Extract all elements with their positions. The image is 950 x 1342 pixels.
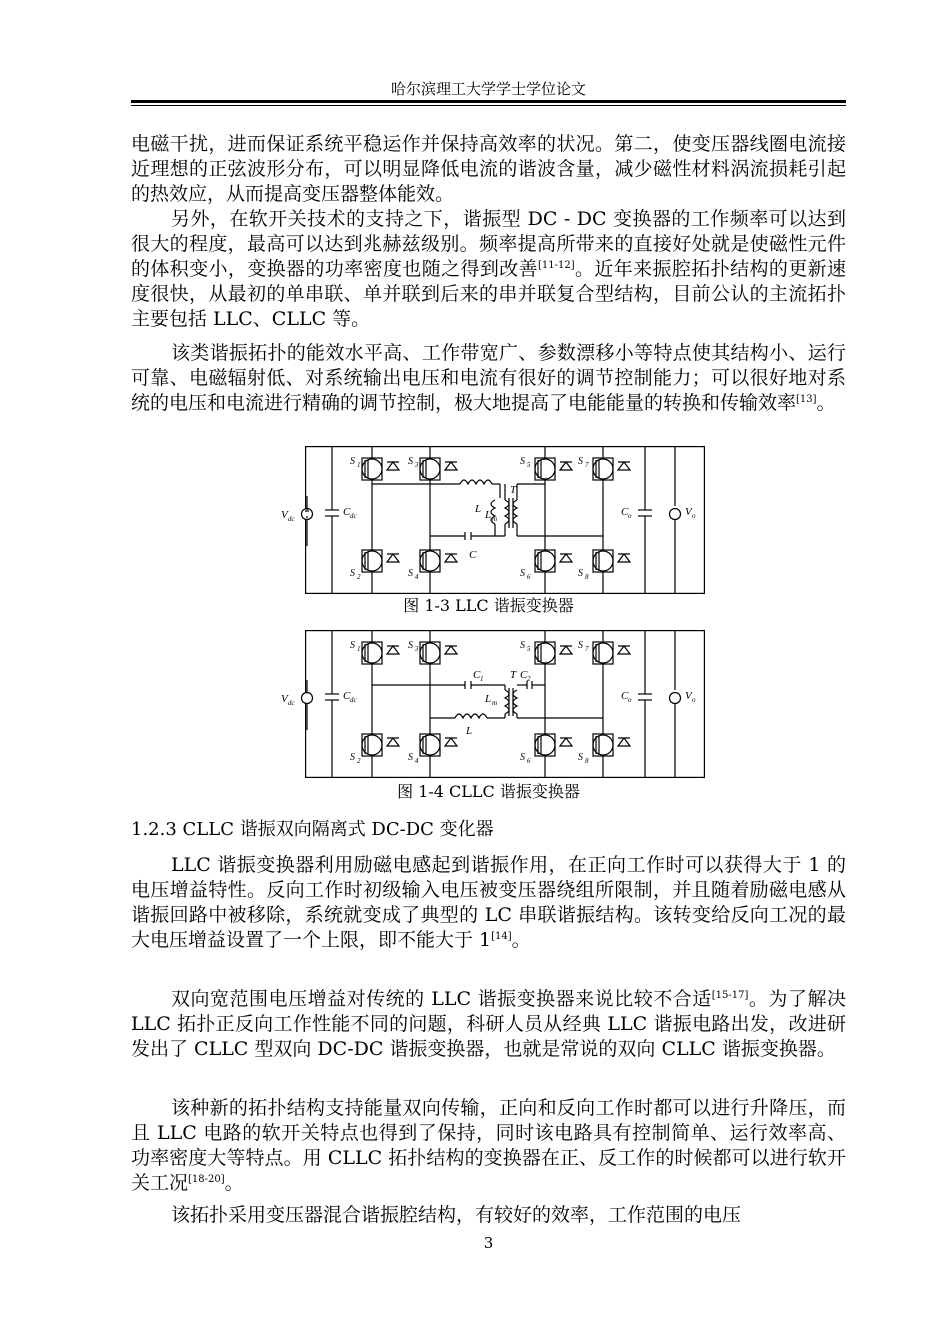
switch-label-s8-sub: 8 [585,757,589,765]
paragraph-4 [131,853,846,953]
paragraph-6-text-b: 。 [224,1172,244,1194]
label-vo: V [685,506,692,518]
label-vdc-sub-2: dc [288,699,295,707]
switch-label-s1: S [350,456,355,467]
citation-15-17: [15-17] [711,990,749,1001]
label-vdc: V [281,509,288,521]
switch-label-s2: S [350,752,355,763]
label-cdc-sub-2: dc [350,696,357,704]
paragraph-1: 电磁干扰，进而保证系统平稳运作并保持高效率的状况。第二，使变压器线圈电流接近理想的正弦波形分布，可以明显降低电流的谐波含量，减少磁性材料涡流损耗引起的热效应，从而提高变压器整体能效。 [131,133,846,205]
label-vdc-2: V [281,693,288,705]
header-rule-thick [131,100,846,103]
paragraph-3-text-b: 。 [816,392,836,414]
label-t: T [510,484,517,496]
switch-label-s3-sub: 3 [415,461,419,469]
switch-label-s8: S [578,752,583,763]
label-vo-sub-2: o [692,696,696,704]
switch-label-s6-sub: 6 [527,757,531,765]
switch-label-s4: S [408,752,413,763]
label-vo-2: V [685,690,692,702]
label-cdc-2: C [343,690,351,702]
citation-18-20: [18-20] [188,1174,225,1185]
switch-label-s7-sub: 7 [585,645,589,653]
label-co-sub: o [628,512,632,520]
label-co-2: C [621,690,629,702]
label-co: C [621,506,629,518]
switch-label-s3: S [408,640,413,651]
switch-label-s3: S [408,456,413,467]
paragraph-4-text-b: 。 [511,929,531,951]
switch-label-s2: S [350,568,355,579]
switch-label-s6: S [520,752,525,763]
label-cdc: C [343,506,351,518]
paragraph-2 [131,207,846,332]
switch-label-s7-sub: 7 [585,461,589,469]
llc-circuit-diagram [281,446,705,594]
label-l-2: L [466,725,473,737]
switch-label-s4-sub: 4 [415,757,419,765]
switch-label-s2-sub: 2 [357,757,361,765]
running-header: 哈尔滨理工大学学士学位论文 [390,80,586,98]
switch-label-s5-sub: 5 [527,645,531,653]
paragraph-6-text-a: 该种新的拓扑结构支持能量双向传输，正向和反向工作时都可以进行升降压，而且 LLC 电路的软开关特点也得到了保持，同时该电路具有控制简单、运行效率高、功率密度大等特点。用 CLLC 拓扑结构的变换器在正、反工作的时候都可以进行软开关工况 [131,1097,846,1194]
switch-label-s4-sub: 4 [415,573,419,581]
label-c2-sub: 2 [527,675,531,683]
switch-label-s8: S [578,568,583,579]
paragraph-2-text-a: 另外，在软开关技术的支持之下，谐振型 DC - DC 变换器的工作频率可以达到很大的程度，最高可以达到兆赫兹级别。频率提高所带来的直接好处就是使磁性元件的体积变小，变换器的功率密度也随之得到改善 [131,208,846,280]
figure-1-4-caption: 图 1-4 CLLC 谐振变换器 [397,782,580,801]
cllc-circuit-diagram [281,630,705,778]
label-lm: L [485,509,492,521]
paragraph-5-text-a: 双向宽范围电压增益对传统的 LLC 谐振变换器来说比较不合适 [171,988,712,1010]
header-rule-thin [131,105,846,106]
page-number: 3 [483,1234,494,1252]
citation-13: [13] [796,394,817,405]
label-vdc-sub: dc [288,515,295,523]
label-lm-sub-2: m [492,699,498,707]
switch-label-s4: S [408,568,413,579]
paragraph-7: 该拓扑采用变压器混合谐振腔结构，有较好的效率，工作范围的电压 [171,1204,742,1226]
label-t-2: T [510,669,517,681]
switch-label-s6-sub: 6 [527,573,531,581]
paragraph-3 [131,341,846,416]
paragraph-6 [131,1096,846,1196]
switch-label-s2-sub: 2 [357,573,361,581]
section-heading-1-2-3: 1.2.3 CLLC 谐振双向隔离式 DC-DC 变化器 [131,819,494,840]
paragraph-5-text-b: 。为了解决 LLC 拓扑正反向工作性能不同的问题，科研人员从经典 LLC 谐振电路出发，改进研发出了 CLLC 型双向 DC-DC 谐振变换器，也就是常说的双向 CLLC 谐振变换器。 [131,988,846,1060]
switch-label-s1: S [350,640,355,651]
figure-1-3-caption: 图 1-3 LLC 谐振变换器 [403,596,574,615]
switch-label-s5: S [520,456,525,467]
switch-label-s7: S [578,640,583,651]
label-lm-2: L [485,693,492,705]
label-c1-sub: 1 [480,675,484,683]
label-c1: C [473,669,481,681]
label-lm-sub: m [492,515,498,523]
citation-14: [14] [491,931,512,942]
label-c2: C [520,669,528,681]
switch-label-s3-sub: 3 [415,645,419,653]
label-l: L [475,503,482,515]
paragraph-5 [131,987,846,1062]
label-cdc-sub: dc [350,512,357,520]
switch-label-s5: S [520,640,525,651]
label-c: C [469,549,477,561]
switch-label-s1-sub: 1 [357,645,361,653]
label-co-sub-2: o [628,696,632,704]
label-vo-sub: o [692,512,696,520]
citation-11-12: [11-12] [538,260,575,271]
paragraph-3-text-a: 该类谐振拓扑的能效水平高、工作带宽广、参数漂移小等特点使其结构小、运行可靠、电磁辐射低、对系统输出电压和电流有很好的调节控制能力；可以很好地对系统的电压和电流进行精确的调节控制，极大地提高了电能能量的转换和传输效率 [131,342,846,414]
switch-label-s7: S [578,456,583,467]
paragraph-2-text-b: 。近年来振腔拓扑结构的更新速度很快，从最初的单串联、单并联到后来的串并联复合型结构，目前公认的主流拓扑主要包括 LLC、CLLC 等。 [131,258,846,330]
switch-label-s1-sub: 1 [357,461,361,469]
paragraph-4-text-a: LLC 谐振变换器利用励磁电感起到谐振作用，在正向工作时可以获得大于 1 的电压增益特性。反向工作时初级输入电压被变压器绕组所限制，并且随着励磁电感从谐振回路中被移除，系统就变成了典型的 LC 串联谐振结构。该转变给反向工况的最大电压增益设置了一个上限，即不能大于 1 [131,854,846,951]
switch-label-s6: S [520,568,525,579]
switch-label-s5-sub: 5 [527,461,531,469]
switch-label-s8-sub: 8 [585,573,589,581]
